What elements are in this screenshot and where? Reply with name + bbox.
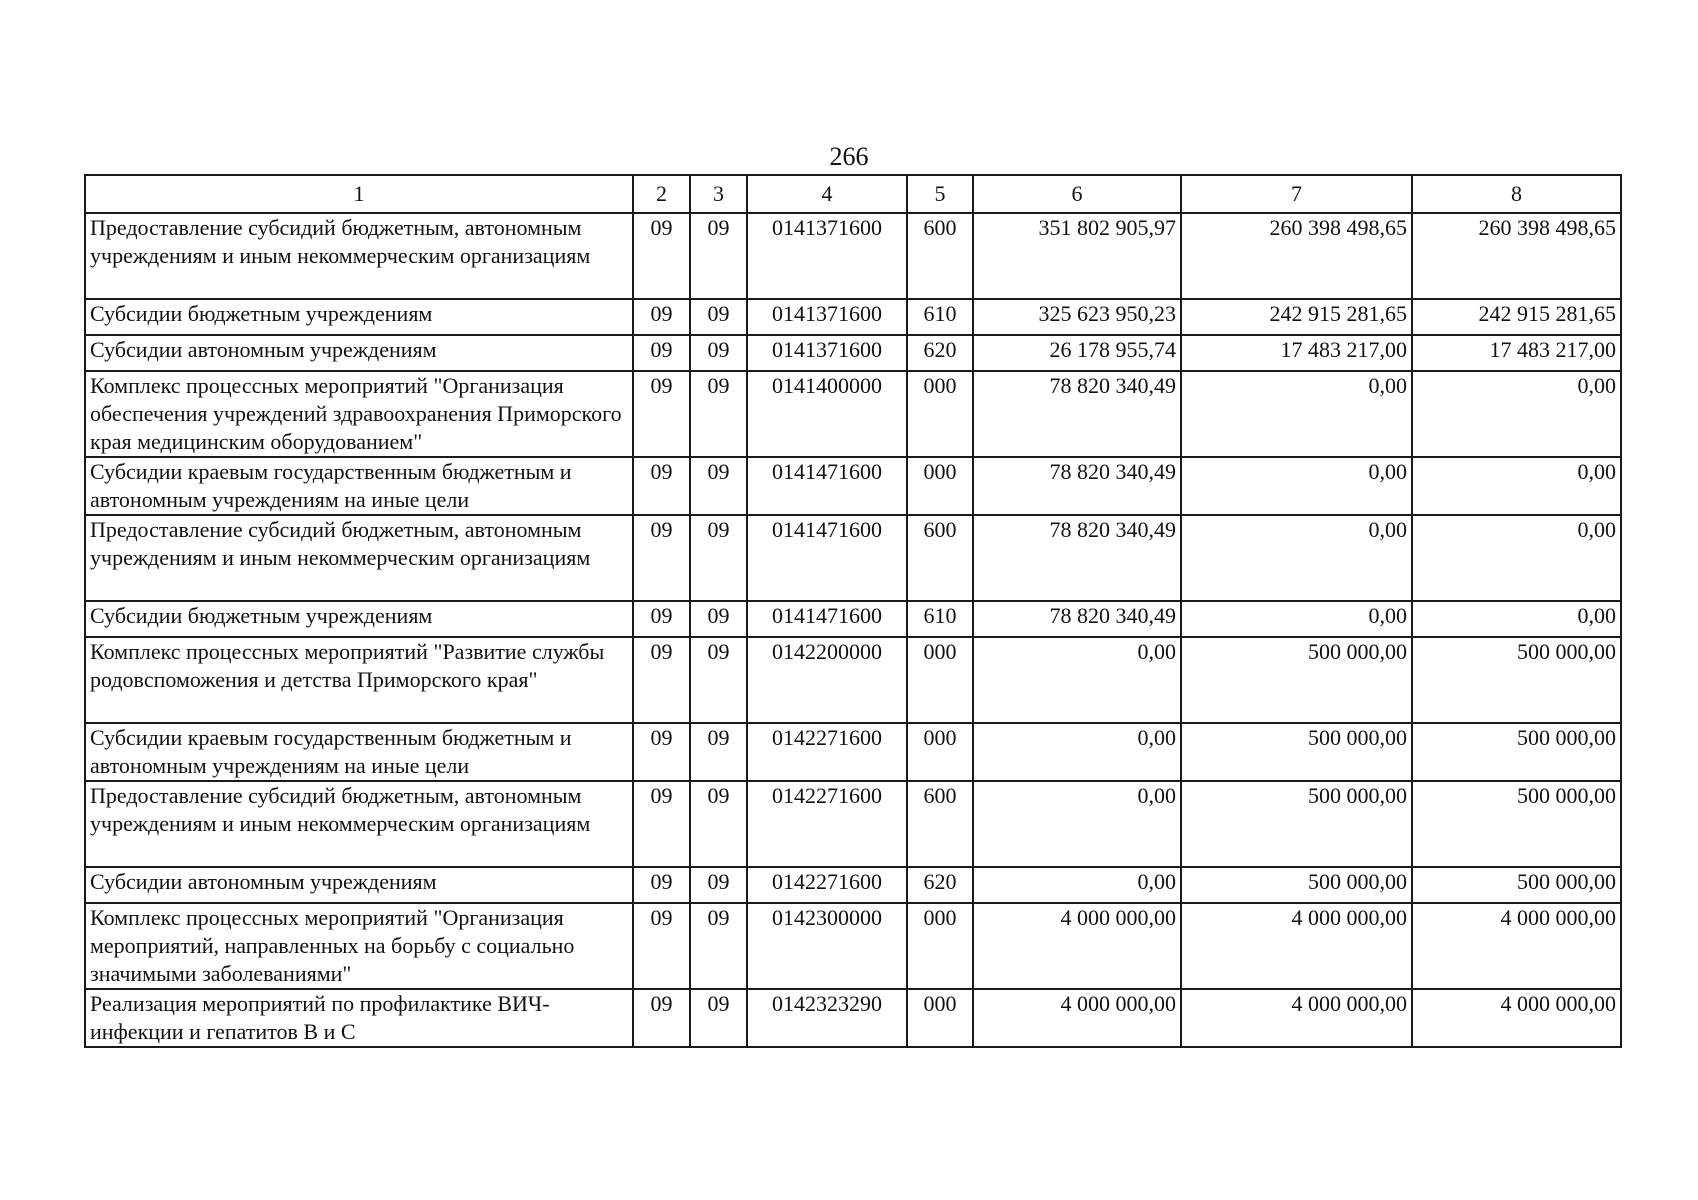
page-number: 266 (829, 142, 869, 171)
row-name: Комплекс процессных мероприятий "Организация мероприятий, направленных на борьбу с социально значимыми заболеваниями" (85, 903, 633, 989)
row-amount-col6: 4 000 000,00 (973, 989, 1181, 1047)
row-target-code: 0142300000 (747, 903, 907, 989)
row-target-code: 0142271600 (747, 867, 907, 903)
row-amount-col8: 0,00 (1412, 457, 1621, 515)
row-amount-col6: 0,00 (973, 781, 1181, 867)
row-name: Предоставление субсидий бюджетным, автономным учреждениям и иным некоммерческим организациям (85, 781, 633, 867)
header-col-3: 3 (690, 175, 747, 213)
row-section: 09 (633, 723, 690, 781)
row-section: 09 (633, 637, 690, 723)
budget-table (84, 174, 1622, 1048)
row-section: 09 (633, 903, 690, 989)
row-section: 09 (633, 299, 690, 335)
row-subsection: 09 (690, 213, 747, 299)
row-amount-col8: 500 000,00 (1412, 781, 1621, 867)
row-amount-col7: 4 000 000,00 (1181, 989, 1412, 1047)
row-expense-type: 000 (907, 371, 973, 457)
row-amount-col8: 0,00 (1412, 371, 1621, 457)
row-subsection: 09 (690, 371, 747, 457)
row-expense-type: 600 (907, 213, 973, 299)
header-col-1: 1 (85, 175, 633, 213)
row-target-code: 0141471600 (747, 457, 907, 515)
row-amount-col6: 0,00 (973, 637, 1181, 723)
row-name: Субсидии бюджетным учреждениям (85, 299, 633, 335)
row-amount-col8: 500 000,00 (1412, 723, 1621, 781)
row-name: Комплекс процессных мероприятий "Развитие службы родовспоможения и детства Приморского края" (85, 637, 633, 723)
row-section: 09 (633, 213, 690, 299)
row-amount-col7: 500 000,00 (1181, 867, 1412, 903)
row-amount-col8: 0,00 (1412, 601, 1621, 637)
header-col-5: 5 (907, 175, 973, 213)
row-subsection: 09 (690, 457, 747, 515)
header-col-4: 4 (747, 175, 907, 213)
row-section: 09 (633, 371, 690, 457)
row-amount-col7: 260 398 498,65 (1181, 213, 1412, 299)
row-section: 09 (633, 515, 690, 601)
row-name: Предоставление субсидий бюджетным, автономным учреждениям и иным некоммерческим организациям (85, 213, 633, 299)
row-expense-type: 600 (907, 781, 973, 867)
row-amount-col8: 500 000,00 (1412, 867, 1621, 903)
table-row (85, 781, 1621, 867)
row-name: Субсидии краевым государственным бюджетным и автономным учреждениям на иные цели (85, 457, 633, 515)
row-amount-col8: 500 000,00 (1412, 637, 1621, 723)
row-section: 09 (633, 601, 690, 637)
table-row (85, 213, 1621, 299)
row-subsection: 09 (690, 637, 747, 723)
row-amount-col6: 78 820 340,49 (973, 371, 1181, 457)
row-subsection: 09 (690, 903, 747, 989)
table-row (85, 903, 1621, 989)
row-amount-col6: 78 820 340,49 (973, 457, 1181, 515)
row-target-code: 0141400000 (747, 371, 907, 457)
row-amount-col6: 26 178 955,74 (973, 335, 1181, 371)
row-expense-type: 610 (907, 299, 973, 335)
row-amount-col6: 4 000 000,00 (973, 903, 1181, 989)
row-subsection: 09 (690, 723, 747, 781)
row-subsection: 09 (690, 515, 747, 601)
row-target-code: 0141471600 (747, 515, 907, 601)
row-amount-col7: 242 915 281,65 (1181, 299, 1412, 335)
row-subsection: 09 (690, 781, 747, 867)
row-amount-col8: 260 398 498,65 (1412, 213, 1621, 299)
row-expense-type: 600 (907, 515, 973, 601)
header-col-2: 2 (633, 175, 690, 213)
row-name: Предоставление субсидий бюджетным, автономным учреждениям и иным некоммерческим организациям (85, 515, 633, 601)
row-amount-col6: 0,00 (973, 723, 1181, 781)
row-target-code: 0142323290 (747, 989, 907, 1047)
row-amount-col7: 500 000,00 (1181, 723, 1412, 781)
row-subsection: 09 (690, 335, 747, 371)
row-target-code: 0141371600 (747, 299, 907, 335)
row-section: 09 (633, 457, 690, 515)
table-row (85, 601, 1621, 637)
row-amount-col7: 500 000,00 (1181, 637, 1412, 723)
row-amount-col7: 0,00 (1181, 371, 1412, 457)
row-amount-col8: 4 000 000,00 (1412, 989, 1621, 1047)
row-section: 09 (633, 335, 690, 371)
row-name: Комплекс процессных мероприятий "Организация обеспечения учреждений здравоохранения Приморского края медицинским оборудованием" (85, 371, 633, 457)
row-amount-col8: 0,00 (1412, 515, 1621, 601)
row-amount-col6: 0,00 (973, 867, 1181, 903)
row-amount-col7: 0,00 (1181, 601, 1412, 637)
row-section: 09 (633, 989, 690, 1047)
table-row (85, 637, 1621, 723)
table-row (85, 371, 1621, 457)
row-amount-col7: 0,00 (1181, 457, 1412, 515)
header-col-6: 6 (973, 175, 1181, 213)
row-target-code: 0142271600 (747, 781, 907, 867)
row-expense-type: 000 (907, 989, 973, 1047)
row-expense-type: 620 (907, 335, 973, 371)
row-name: Субсидии автономным учреждениям (85, 335, 633, 371)
row-expense-type: 000 (907, 903, 973, 989)
header-col-8: 8 (1412, 175, 1621, 213)
row-amount-col8: 17 483 217,00 (1412, 335, 1621, 371)
row-section: 09 (633, 781, 690, 867)
row-target-code: 0141371600 (747, 335, 907, 371)
row-name: Субсидии автономным учреждениям (85, 867, 633, 903)
row-amount-col7: 4 000 000,00 (1181, 903, 1412, 989)
row-amount-col7: 500 000,00 (1181, 781, 1412, 867)
row-name: Субсидии краевым государственным бюджетным и автономным учреждениям на иные цели (85, 723, 633, 781)
header-col-7: 7 (1181, 175, 1412, 213)
row-target-code: 0142271600 (747, 723, 907, 781)
table-row (85, 989, 1621, 1047)
row-target-code: 0141471600 (747, 601, 907, 637)
row-subsection: 09 (690, 989, 747, 1047)
table-row (85, 723, 1621, 781)
row-expense-type: 610 (907, 601, 973, 637)
row-expense-type: 000 (907, 723, 973, 781)
row-amount-col7: 0,00 (1181, 515, 1412, 601)
header-row (85, 175, 1621, 213)
row-target-code: 0142200000 (747, 637, 907, 723)
row-amount-col6: 78 820 340,49 (973, 515, 1181, 601)
row-amount-col6: 78 820 340,49 (973, 601, 1181, 637)
row-amount-col6: 325 623 950,23 (973, 299, 1181, 335)
row-amount-col8: 242 915 281,65 (1412, 299, 1621, 335)
row-amount-col7: 17 483 217,00 (1181, 335, 1412, 371)
table-row (85, 515, 1621, 601)
table-row (85, 335, 1621, 371)
row-expense-type: 000 (907, 637, 973, 723)
row-subsection: 09 (690, 867, 747, 903)
row-expense-type: 620 (907, 867, 973, 903)
row-name: Субсидии бюджетным учреждениям (85, 601, 633, 637)
row-amount-col8: 4 000 000,00 (1412, 903, 1621, 989)
table-row (85, 457, 1621, 515)
row-name: Реализация мероприятий по профилактике ВИЧ-инфекции и гепатитов В и С (85, 989, 633, 1047)
row-expense-type: 000 (907, 457, 973, 515)
row-section: 09 (633, 867, 690, 903)
row-amount-col6: 351 802 905,97 (973, 213, 1181, 299)
row-subsection: 09 (690, 299, 747, 335)
row-subsection: 09 (690, 601, 747, 637)
row-target-code: 0141371600 (747, 213, 907, 299)
table-row (85, 867, 1621, 903)
table-row (85, 299, 1621, 335)
